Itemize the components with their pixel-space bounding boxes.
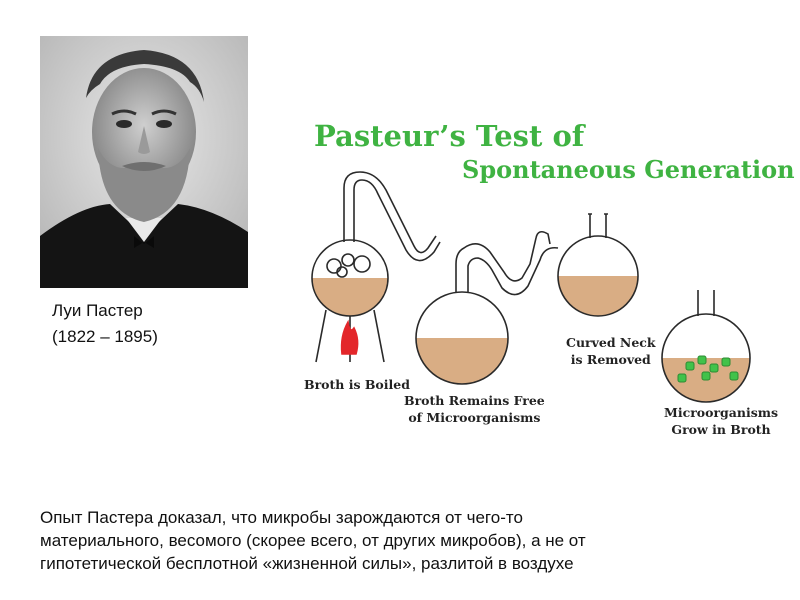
flask-1-boiling: [312, 172, 440, 362]
microbe-icon: [698, 356, 706, 364]
flask-2-label-line1: Broth Remains Free: [404, 393, 545, 408]
flask-2-broth: [416, 338, 508, 384]
flask-2-label-line2: of Microorganisms: [408, 410, 541, 425]
portrait-caption: [52, 298, 158, 350]
bubble: [342, 254, 354, 266]
caption-years: (1822 – 1895): [52, 327, 158, 346]
flask-4-label-line1: Microorganisms: [664, 405, 779, 420]
diagram-title-line1: Pasteur’s Test of: [314, 119, 585, 153]
diagram-title-line2: Spontaneous Generation: [462, 155, 795, 184]
flask-3-broth: [558, 276, 638, 316]
flask-1-broth: [312, 278, 388, 316]
microbe-icon: [710, 364, 718, 372]
microbe-icon: [678, 374, 686, 382]
flask-1-label-line1: Broth is Boiled: [304, 377, 410, 392]
flask-2-swan-neck: [416, 232, 558, 384]
flask-4-label: [664, 404, 778, 438]
flask-2-label: [404, 392, 545, 426]
flask-3-label-line1: Curved Neck: [566, 335, 656, 350]
flame-icon: [342, 322, 358, 354]
flask-4-microbes: [662, 290, 750, 402]
microbe-icon: [686, 362, 694, 370]
conclusion-line-2: материального, весомого (скорее всего, от других микробов), а не от: [40, 531, 586, 550]
bubble: [327, 259, 341, 273]
microbe-icon: [722, 358, 730, 366]
caption-name: Луи Пастер: [52, 301, 143, 320]
flask-1-label: [304, 376, 410, 393]
microbe-icon: [730, 372, 738, 380]
bubble: [354, 256, 370, 272]
conclusion-line-1: Опыт Пастера доказал, что микробы зарождаются от чего-то: [40, 508, 523, 527]
flask-4-label-line2: Grow in Broth: [671, 422, 771, 437]
microbe-icon: [702, 372, 710, 380]
portrait-photo: [40, 36, 248, 288]
conclusion-paragraph: [40, 506, 740, 575]
flask-3-label: [566, 334, 656, 368]
conclusion-line-3: гипотетической бесплотной «жизненной силы», разлитой в воздухе: [40, 554, 574, 573]
flask-3-neck-removed: [558, 214, 638, 316]
flask-3-label-line2: is Removed: [570, 352, 651, 367]
